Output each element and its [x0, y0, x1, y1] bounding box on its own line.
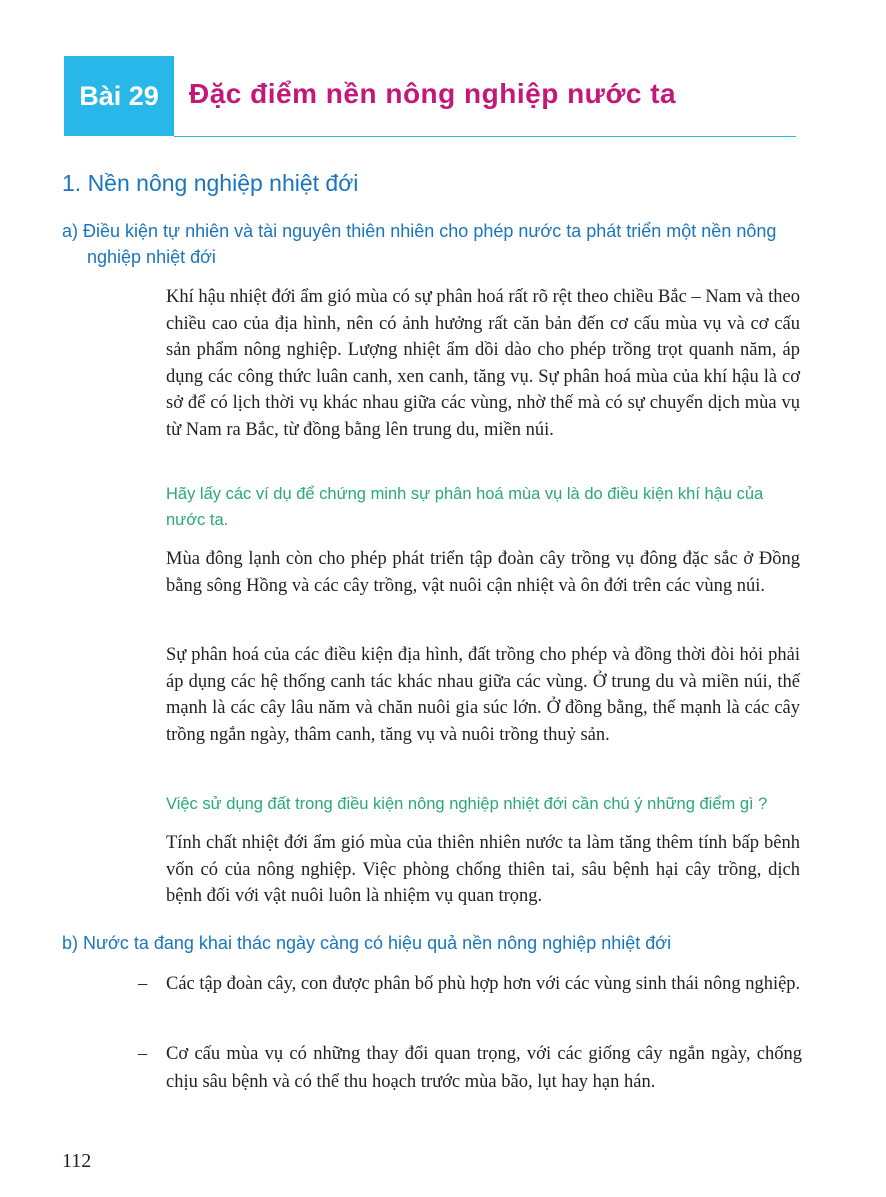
list-item-text: Các tập đoàn cây, con được phân bố phù hợp hơn với các vùng sinh thái nông nghiệp.	[166, 974, 801, 994]
lesson-title: Đặc điểm nền nông nghiệp nước ta	[189, 78, 677, 109]
subsection-b-heading: b) Nước ta đang khai thác ngày càng có hiệu quả nền nông nghiệp nhiệt đới	[62, 933, 672, 953]
list-item	[138, 970, 802, 998]
question-seasonal-differentiation: Hãy lấy các ví dụ để chứng minh sự phân hoá mùa vụ là do điều kiện khí hậu của nước ta.	[166, 485, 764, 529]
subsection-a-heading: a) Điều kiện tự nhiên và tài nguyên thiên nhiên cho phép nước ta phát triển một nền nông nghiệp nhiệt đới	[62, 221, 777, 267]
paragraph-terrain: Sự phân hoá của các điều kiện địa hình, đất trồng cho phép và đồng thời đòi hỏi phải áp dụng các hệ thống canh tác khác nhau giữa các vùng. Ở trung du và miền núi, thế mạnh là các cây lâu năm và chăn nuôi gia súc lớn. Ở đồng bằng, thế mạnh là các cây trồng ngắn ngày, thâm canh, tăng vụ và nuôi trồng thuỷ sản.	[166, 645, 800, 745]
paragraph-winter: Mùa đông lạnh còn cho phép phát triển tập đoàn cây trồng vụ đông đặc sắc ở Đồng bằng sông Hồng và các cây trồng, vật nuôi cận nhiệt và ôn đới trên các vùng núi.	[166, 549, 800, 596]
list-item	[138, 1040, 802, 1096]
bullet-dash: –	[138, 1044, 148, 1064]
bullet-dash: –	[138, 974, 148, 994]
page-number: 112	[62, 1150, 92, 1172]
question-land-use: Việc sử dụng đất trong điều kiện nông nghiệp nhiệt đới cần chú ý những điểm gì ?	[166, 795, 768, 813]
lesson-header	[64, 56, 796, 138]
title-underline	[174, 136, 796, 137]
paragraph-climate: Khí hậu nhiệt đới ẩm gió mùa có sự phân hoá rất rõ rệt theo chiều Bắc – Nam và theo chiều cao của địa hình, nên có ảnh hưởng rất căn bản đến cơ cấu mùa vụ và cơ cấu sản phẩm nông nghiệp. Lượng nhiệt ẩm dồi dào cho phép trồng trọt quanh năm, áp dụng các công thức luân canh, xen canh, tăng vụ. Sự phân hoá mùa của khí hậu là cơ sở để có lịch thời vụ khác nhau giữa các vùng, nhờ thế mà có sự chuyển dịch mùa vụ từ Nam ra Bắc, từ đồng bằng lên trung du, miền núi.	[166, 287, 800, 440]
paragraph-instability: Tính chất nhiệt đới ẩm gió mùa của thiên nhiên nước ta làm tăng thêm tính bấp bênh vốn có của nông nghiệp. Việc phòng chống thiên tai, sâu bệnh hại cây trồng, dịch bệnh đối với vật nuôi luôn là nhiệm vụ quan trọng.	[166, 833, 800, 906]
section-heading: 1. Nền nông nghiệp nhiệt đới	[62, 170, 359, 196]
lesson-number-badge: Bài 29	[64, 56, 174, 136]
list-item-text: Cơ cấu mùa vụ có những thay đổi quan trọng, với các giống cây ngắn ngày, chống chịu sâu bệnh và có thể thu hoạch trước mùa bão, lụt hay hạn hán.	[166, 1044, 802, 1092]
